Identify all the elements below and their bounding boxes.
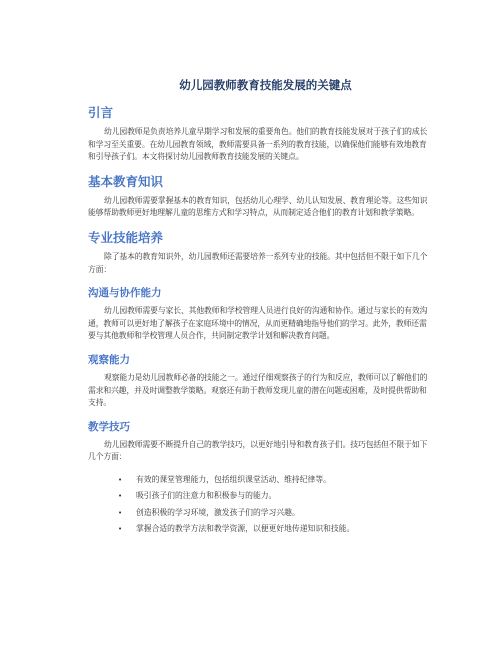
- paragraph-teaching-skills: 幼儿园教师需要不断提升自己的教学技巧，以更好地引导和教育孩子们。技巧包括但不限于如下几个方面：: [88, 439, 428, 462]
- list-item: [118, 490, 429, 502]
- list-item-text: 掌握合适的教学方法和教学资源，以便更好地传递知识和技能。: [136, 524, 355, 534]
- paragraph-basic-knowledge: 幼儿园教师需要掌握基本的教育知识，包括幼儿心理学、幼儿认知发展、教育理论等。这些知识能够帮助教师更好地理解儿童的思维方式和学习特点，从而制定适合他们的教育计划和教学策略。: [88, 195, 428, 218]
- bullet-list: [88, 474, 429, 536]
- section-professional-skills: [88, 230, 429, 536]
- section-heading-intro: 引言: [88, 105, 114, 120]
- list-item: [118, 507, 429, 519]
- bullet-icon: •: [118, 525, 123, 534]
- list-item: [118, 474, 429, 486]
- paragraph-communication: 幼儿园教师需要与家长、其他教师和学校管理人员进行良好的沟通和协作。通过与家长的有效沟通，教师可以更好地了解孩子在家庭环境中的情况，从而更精确地指导他们的学习。此外，教师还需要与其他教师和学校管理人员合作，共同制定教学计划和解决教育问题。: [88, 306, 428, 341]
- list-item-text: 吸引孩子们的注意力和积极参与的能力。: [136, 491, 277, 501]
- subsection-heading-communication: 沟通与协作能力: [88, 287, 162, 300]
- subsection-communication: [88, 286, 429, 343]
- paragraph-intro: 幼儿园教师是负责培养儿童早期学习和发展的重要角色。他们的教育技能发展对于孩子们的成长和学习至关重要。在幼儿园教育领域，教师需要具备一系列的教育技能，以确保他们能够有效地教育和引导孩子们。本文将探讨幼儿园教师教育技能发展的关键点。: [88, 127, 428, 162]
- bullet-icon: •: [118, 475, 123, 484]
- subsection-heading-teaching-skills: 教学技巧: [88, 420, 130, 433]
- paragraph-professional-skills: 除了基本的教育知识外，幼儿园教师还需要培养一系列专业的技能。其中包括但不限于如下几个方面：: [88, 251, 428, 274]
- list-item-text: 创造积极的学习环境，激发孩子们的学习兴趣。: [136, 507, 300, 517]
- subsection-observation: [88, 353, 429, 410]
- subsection-teaching-skills: [88, 420, 429, 536]
- section-heading-professional-skills: 专业技能培养: [88, 229, 164, 245]
- section-heading-basic-knowledge: 基本教育知识: [88, 173, 164, 189]
- list-item-text: 有效的课堂管理能力，包括组织课堂活动、维持纪律等。: [136, 474, 331, 484]
- section-basic-knowledge: [88, 174, 429, 220]
- subsection-heading-observation: 观察能力: [88, 353, 130, 366]
- bullet-icon: •: [118, 492, 123, 501]
- document-title: 幼儿园教师教育技能发展的关键点: [179, 78, 352, 92]
- section-intro: [88, 105, 429, 164]
- bullet-icon: •: [118, 508, 123, 517]
- paragraph-observation: 观察能力是幼儿园教师必备的技能之一。通过仔细观察孩子的行为和反应，教师可以了解他们的需求和兴趣，并及时调整教学策略。观察还有助于教师发现儿童的潜在问题或困难，及时提供帮助和支持。: [88, 372, 428, 408]
- list-item: [118, 523, 429, 535]
